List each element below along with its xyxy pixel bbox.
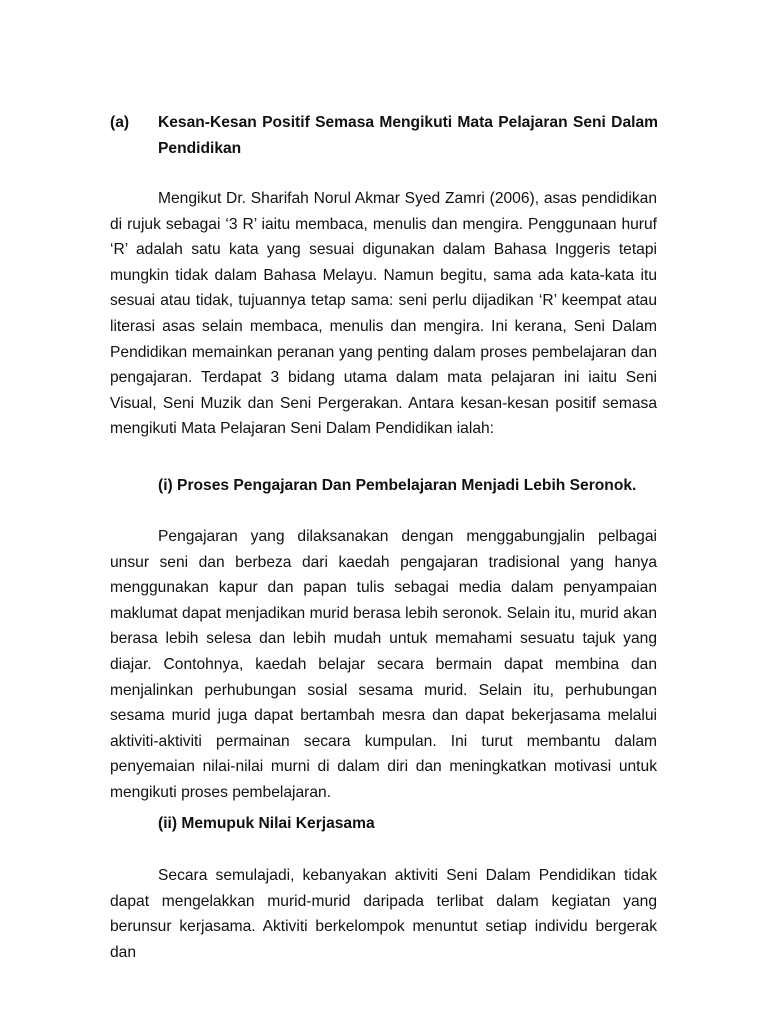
- section-heading: [110, 110, 658, 162]
- section-title: Kesan-Kesan Positif Semasa Mengikuti Mata Pelajaran Seni Dalam Pendidikan: [158, 114, 658, 157]
- intro-paragraph: Mengikut Dr. Sharifah Norul Akmar Syed Zamri (2006), asas pendidikan di rujuk sebagai ‘3 R’ iaitu membaca, menulis dan mengira. Penggunaan huruf ‘R’ adalah satu kata yang sesuai digunakan dalam Bahasa Inggeris tetapi mungkin tidak dalam Bahasa Melayu. Namun begitu, sama ada kata-kata itu sesuai atau tidak, tujuannya tetap sama: seni perlu dijadikan ‘R’ keempat atau literasi asas selain membaca, menulis dan mengira. Ini kerana, Seni Dalam Pendidikan memainkan peranan yang penting dalam proses pembelajaran dan pengajaran. Terdapat 3 bidang utama dalam mata pelajaran ini iaitu Seni Visual, Seni Muzik dan Seni Pergerakan. Antara kesan-kesan positif semasa mengikuti Mata Pelajaran Seni Dalam Pendidikan ialah:: [110, 190, 657, 438]
- point-1-paragraph: Pengajaran yang dilaksanakan dengan menggabungjalin pelbagai unsur seni dan berbeza dari kaedah pengajaran tradisional yang hanya menggunakan kapur dan papan tulis sebagai media dalam penyampaian maklumat dapat menjadikan murid berasa lebih seronok. Selain itu, murid akan berasa lebih selesa dan lebih mudah untuk memahami sesuatu tajuk yang diajar. Contohnya, kaedah belajar secara bermain dapat membina dan menjalinkan perhubungan sosial sesama murid. Selain itu, perhubungan sesama murid juga dapat bertambah mesra dan dapat bekerjasama melalui aktiviti-aktiviti permainan secara kumpulan. Ini turut membantu dalam penyemaian nilai-nilai murni di dalam diri dan meningkatkan motivasi untuk mengikuti proses pembelajaran.: [110, 528, 657, 801]
- subheading-point-1: (i) Proses Pengajaran Dan Pembelajaran Menjadi Lebih Seronok.: [158, 477, 637, 494]
- section-marker: (a): [110, 114, 130, 131]
- subheading-point-2: (ii) Memupuk Nilai Kerjasama: [158, 815, 375, 832]
- point-2-paragraph: Secara semulajadi, kebanyakan aktiviti Seni Dalam Pendidikan tidak dapat mengelakkan murid-murid daripada terlibat dalam kegiatan yang berunsur kerjasama. Aktiviti berkelompok menuntut setiap individu bergerak dan: [110, 867, 657, 961]
